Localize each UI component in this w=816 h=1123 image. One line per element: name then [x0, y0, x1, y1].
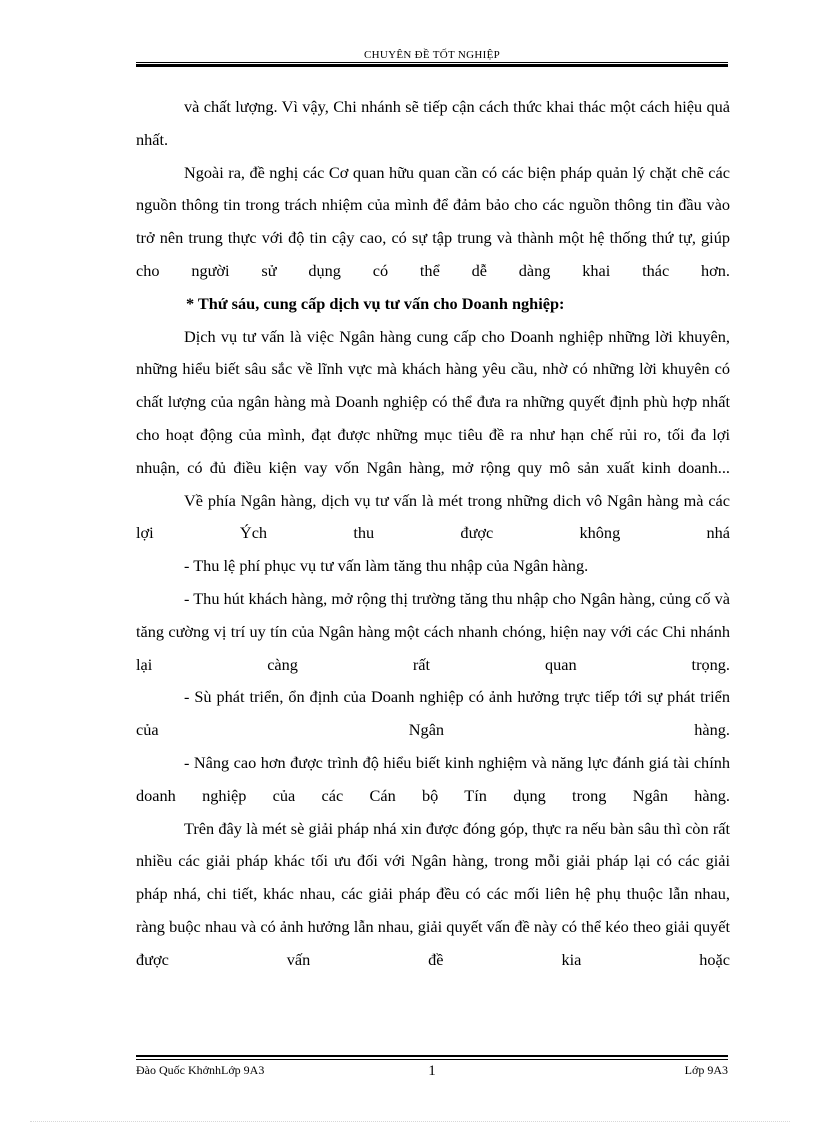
header-rule-thin	[136, 62, 728, 63]
footer-author: Đào Quốc KhởnhLớp 9A3	[136, 1063, 265, 1077]
section-heading: * Thứ sáu, cung cấp dịch vụ tư vấn cho Doanh nghiệp:	[186, 293, 565, 313]
page-number: 1	[428, 1063, 436, 1079]
paragraph: và chất lượng. Vì vậy, Chi nhánh sẽ tiếp cận cách thức khai thác một cách hiệu quả nhất.	[136, 97, 730, 149]
footer-class: Lớp 9A3	[684, 1063, 728, 1077]
page-footer	[136, 1063, 728, 1083]
bullet-item: - Sù phát triển, ổn định của Doanh nghiệp có ảnh hưởng trực tiếp tới sự phát triển của Ngân hàng.	[136, 687, 730, 740]
page-bottom-edge	[30, 1121, 790, 1122]
bullet-item: - Thu lệ phí phục vụ tư vấn làm tăng thu nhập của Ngân hàng.	[184, 556, 589, 576]
paragraph: Dịch vụ tư vấn là việc Ngân hàng cung cấp cho Doanh nghiệp những lời khuyên, những hiểu biết sâu sắc về lĩnh vực mà khách hàng yêu cầu, nhờ có những lời khuyên có chất lượng của ngân hàng mà Doanh nghiệp có thể đưa ra những quyết định phù hợp nhất cho hoạt động của mình, đạt được những mục tiêu đề ra như hạn chế rủi ro, tối đa lợi nhuận, có đủ điều kiện vay vốn Ngân hàng, mở rộng quy mô sản xuất kinh doanh...	[136, 326, 730, 477]
paragraph: Về phía Ngân hàng, dịch vụ tư vấn là mét trong những dich vô Ngân hàng mà các lợi Ých thu được không nhá	[136, 490, 730, 543]
bullet-item: - Thu hút khách hàng, mở rộng thị trường tăng thu nhập cho Ngân hàng, củng cố và tăng cường vị trí uy tín của Ngân hàng một cách nhanh chóng, hiện nay với các Chi nhánh lại càng rất quan trọng.	[136, 588, 730, 674]
footer-rule-thin	[136, 1059, 728, 1060]
document-body	[136, 91, 730, 977]
page-header-title: CHUYÊN ĐỀ TỐT NGHIỆP	[363, 49, 501, 61]
paragraph: Trên đây là mét sè giải pháp nhá xin được đóng góp, thực ra nếu bàn sâu thì còn rất nhiều các giải pháp khác tối ưu đối với Ngân hàng, trong mỗi giải pháp lại có các giải pháp nhá, chi tiết, khác nhau, các giải pháp đều có các mối liên hệ phụ thuộc lẫn nhau, ràng buộc nhau và có ảnh hưởng lẫn nhau, giải quyết vấn đề này có thể kéo theo giải quyết được vấn đề kia hoặc	[136, 818, 730, 969]
header-rule-thick	[136, 64, 728, 67]
bullet-item: - Nâng cao hơn được trình độ hiểu biết kinh nghiệm và năng lực đánh giá tài chính doanh nghiệp của các Cán bộ Tín dụng trong Ngân hàng.	[136, 752, 730, 805]
paragraph: Ngoài ra, đề nghị các Cơ quan hữu quan cần có các biện pháp quản lý chặt chẽ các nguồn thông tin trong trách nhiệm của mình để đảm bảo cho các nguồn thông tin đầu vào trở nên trung thực với độ tin cậy cao, có sự tập trung và thành một hệ thống thứ tự, giúp cho người sử dụng có thể dễ dàng khai thác hơn.	[136, 162, 730, 280]
footer-rule-thick	[136, 1055, 728, 1057]
